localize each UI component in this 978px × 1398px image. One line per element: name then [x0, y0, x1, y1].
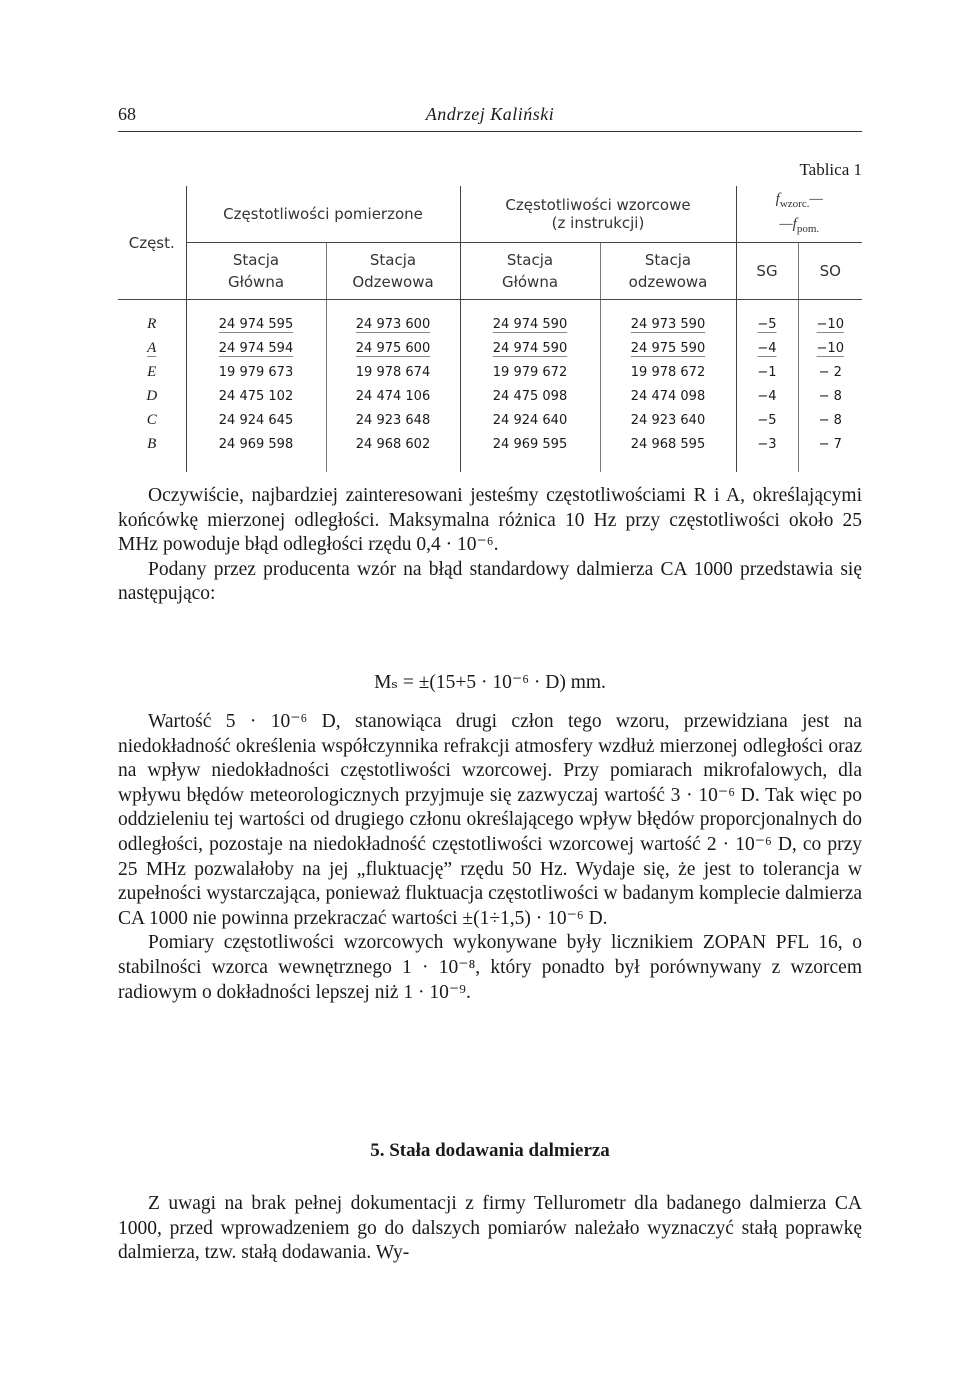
paragraph: Podany przez producenta wzór na błąd standardowy dalmierza CA 1000 przedstawia się następująco:	[118, 558, 862, 605]
paragraph: Oczywiście, najbardziej zainteresowani jesteśmy częstotliwościami R i A, określającymi końcówkę mierzonej odległości. Maksymalna różnica 10 Hz przy częstotliwości około 25 MHz powoduje błąd odległości rzędu 0,4 · 10⁻⁶.	[118, 485, 862, 556]
table-row: B 24 969 598 24 968 602 24 969 595 24 968 595 −3 − 7	[118, 432, 862, 456]
group-reference-line2: (z instrukcji)	[551, 214, 645, 232]
table-row: C 24 924 645 24 923 648 24 924 640 24 923 640 −5 − 8	[118, 408, 862, 432]
group-reference	[460, 186, 736, 243]
page-number: 68	[118, 104, 136, 124]
subheader: Stacja odzewowa	[600, 243, 736, 300]
table-caption: Tablica 1	[799, 160, 862, 179]
group-reference-line1: Częstotliwości wzorcowe	[505, 196, 691, 214]
paragraph: Wartość 5 · 10⁻⁶ D, stanowiąca drugi człon tego wzoru, przewidziana jest na niedokładność określenia współczynnika refrakcji atmosfery wzdłuż mierzonej odległości oraz na wpływ niedokładności częstotliwości wzorcowej. Przy pomiarach mikrofalowych, dla wpływu błędów meteorologicznych przyjmuje się zazwyczaj wartość 3 · 10⁻⁶ D. Tak więc po oddzieleniu tej wartości od drugiego członu określającego wpływ błędów proporcjonalnych do odległości, pozostaje na niedokładność częstotliwości wzorcowej wartość 2 · 10⁻⁶ D, co przy 25 MHz pozwalałoby na jej „fluktuację” rzędu 50 Hz. Wydaje się, że jest to tolerancja w zupełności wystarczająca, ponieważ fluktuacja częstotliwości w badanym komplecie dalmierza CA 1000 nie powinna przekraczać wartości ±(1÷1,5) · 10⁻⁶ D.	[118, 711, 862, 929]
frequency-table	[118, 186, 862, 472]
error-formula: Mₛ = ±(15+5 · 10⁻⁶ · D) mm.	[374, 672, 606, 693]
table-row: D 24 475 102 24 474 106 24 475 098 24 474 098 −4 − 8	[118, 384, 862, 408]
paragraph: Z uwagi na brak pełnej dokumentacji z firmy Tellurometr dla badanego dalmierza CA 1000, przed wprowadzeniem go do dalszych pomiarów należało wyznaczyć stałą poprawkę dalmierza, tzw. stałą dodawania. Wy-	[118, 1193, 862, 1264]
header-rule	[118, 131, 862, 132]
table-row: R 24 974 595 24 973 600 24 974 590 24 973 590 −5 −10	[118, 312, 862, 336]
paragraph-block-3	[118, 1192, 862, 1266]
col-czest: Częst.	[118, 186, 186, 300]
paragraph-block-2	[118, 710, 862, 1005]
group-difference: $f_{wzorc.}—$ $—f_{pom.}$	[736, 186, 862, 243]
table-row: A 24 974 594 24 975 600 24 974 590 24 975 590 −4 −10	[118, 336, 862, 360]
subheader: Stacja Główna	[186, 243, 326, 300]
page-header	[118, 100, 862, 130]
subheader: Stacja Odzewowa	[326, 243, 460, 300]
running-head: Andrzej Kaliński	[425, 104, 555, 124]
paragraph: Pomiary częstotliwości wzorcowych wykonywane były licznikiem ZOPAN PFL 16, o stabilności wzorca wewnętrznego 1 · 10⁻⁸, który ponadto był porównywany z wzorcem radiowym o dokładności lepszej niż 1 · 10⁻⁹.	[118, 932, 862, 1003]
section-title: 5. Stała dodawania dalmierza	[370, 1140, 610, 1161]
subheader: SG	[736, 243, 798, 300]
subheader: Stacja Główna	[460, 243, 600, 300]
table-row: E 19 979 673 19 978 674 19 979 672 19 978 672 −1 − 2	[118, 360, 862, 384]
group-measured: Częstotliwości pomierzone	[186, 186, 460, 243]
paragraph-block-1	[118, 484, 862, 607]
subheader: SO	[798, 243, 862, 300]
